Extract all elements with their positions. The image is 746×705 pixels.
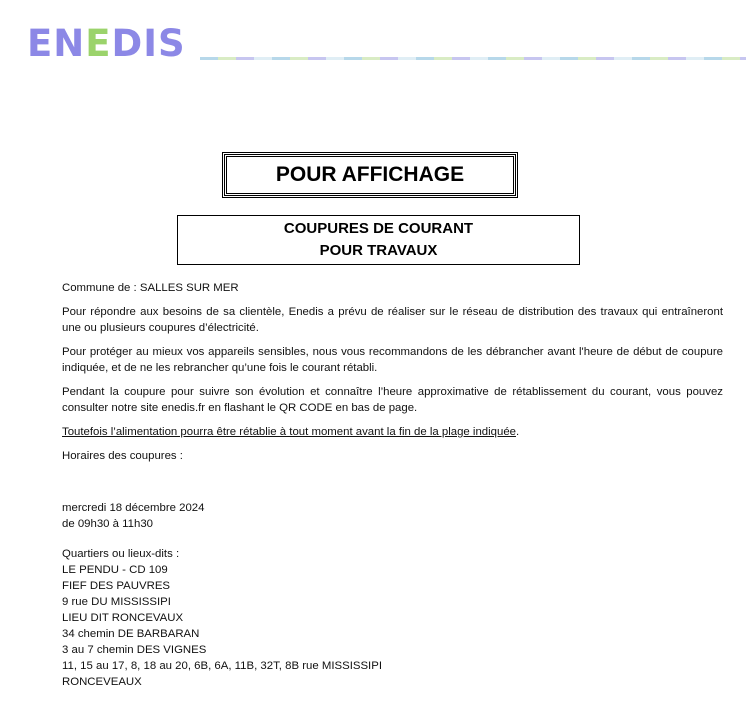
place-item: RONCEVEAUX — [62, 676, 142, 688]
subtitle-line-1: COUPURES DE COURANT — [283, 220, 474, 237]
place-item: 3 au 7 chemin DES VIGNES — [62, 644, 207, 656]
paragraph-3: Pendant la coupure pour suivre son évolution et connaître l’heure approximative de rétablissement du courant, vous pouvez consulter notre site enedis.fr en flashant le QR CODE en bas de page. — [62, 386, 723, 414]
notice-body — [62, 280, 723, 690]
enedis-logo — [27, 24, 186, 64]
logo-text-part1: EN — [27, 22, 86, 65]
schedule-label: Horaires des coupures : — [62, 450, 183, 462]
place-item: 34 chemin DE BARBARAN — [62, 628, 200, 640]
header-dotted-rule — [200, 57, 746, 60]
place-item: 9 rue DU MISSISSIPI — [62, 596, 171, 608]
banner-text: POUR AFFICHAGE — [275, 163, 465, 186]
subtitle-box — [177, 215, 580, 265]
notice-end: . — [516, 426, 520, 438]
logo-text-part2: DIS — [111, 22, 186, 65]
subtitle-line-2: POUR TRAVAUX — [319, 242, 438, 259]
notice-text: Toutefois l’alimentation pourra être rétablie à tout moment avant la fin de la plage indiquée — [62, 426, 517, 438]
banner-title — [224, 154, 516, 196]
notice-line — [62, 424, 723, 440]
paragraph-1: Pour répondre aux besoins de sa clientèle, Enedis a prévu de réaliser sur le réseau de distribution des travaux qui entraîneront une ou plusieurs coupures d’électricité. — [62, 306, 723, 334]
logo-text-accent: E — [85, 22, 112, 65]
outage-date: mercredi 18 décembre 2024 — [62, 502, 205, 514]
place-item: FIEF DES PAUVRES — [62, 580, 171, 592]
outage-time: de 09h30 à 11h30 — [62, 518, 154, 530]
commune-line: Commune de : SALLES SUR MER — [62, 282, 239, 294]
paragraph-2: Pour protéger au mieux vos appareils sensibles, nous vous recommandons de les débrancher avant l'heure de début de coupure indiquée, et de ne les rebrancher qu’une fois le courant rétabli. — [62, 346, 723, 374]
place-item: LE PENDU - CD 109 — [62, 564, 168, 576]
places-label: Quartiers ou lieux-dits : — [62, 548, 180, 560]
place-item: 11, 15 au 17, 8, 18 au 20, 6B, 6A, 11B, 32T, 8B rue MISSISSIPI — [62, 660, 382, 672]
place-item: LIEU DIT RONCEVAUX — [62, 612, 184, 624]
